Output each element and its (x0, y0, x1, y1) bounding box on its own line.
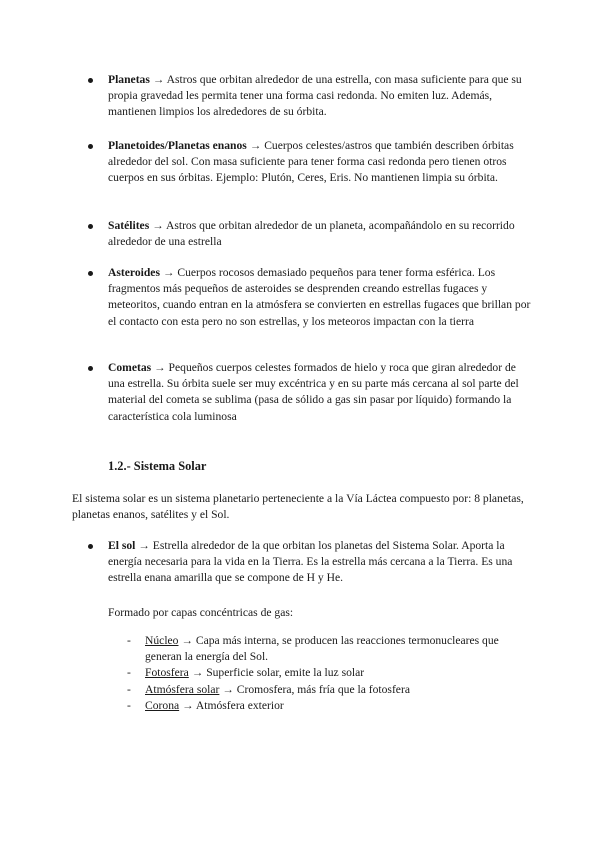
definition-cometas: → Pequeños cuerpos celestes formados de hielo y roca que giran alrededor de una estrella. Su órbita suele ser muy excéntrica y en su parte más cercana al sol parte del material del cometa se sublima (pasa de sólido a gas sin pasar por líquido) formando la característica cola luminosa (108, 361, 519, 423)
layer-item-nucleo (0, 633, 530, 665)
list-item-planetoides (108, 138, 532, 187)
layer-item-fotosfera (0, 665, 530, 681)
definition-asteroides: → Cuerpos rocosos demasiado pequeños para tener forma esférica. Los fragmentos más pequeños de asteroides se desprenden creando estrellas fugaces y meteoritos, cuando entran en la atmósfera se convierten en estrellas fugaces que brillan por el contacto con esta pero no son estrellas, y los meteoros impactan con la tierra (108, 266, 531, 328)
layer-item-atmosfera (0, 682, 530, 698)
term-cometas: Cometas (108, 361, 152, 374)
term-planetas: Planetas (108, 73, 150, 86)
layer-name-nucleo: Núcleo (145, 634, 179, 647)
intro-paragraph: El sistema solar es un sistema planetario perteneciente a la Vía Láctea compuesto por: 8 planetas, planetas enanos, satélites y el Sol. (72, 492, 524, 522)
layers-list (0, 633, 600, 714)
section-heading: 1.2.- Sistema Solar (108, 459, 207, 473)
layer-name-corona: Corona (145, 698, 180, 712)
term-satelites: Satélites (108, 219, 150, 232)
dash-marker: - (127, 634, 131, 647)
list-item-cometas (108, 360, 532, 425)
layer-text-nucleo: → Capa más interna, se producen las reacciones termonucleares que generan la energía del Sol. (145, 634, 499, 664)
term-planetoides: Planetoides/Planetas enanos (108, 139, 247, 152)
list-item-satelites (108, 218, 532, 250)
definition-planetas: → Astros que orbitan alrededor de una estrella, con masa suficiente para que su propia gravedad les permita tener una forma casi redonda. No emiten luz. Además, mantienen limpios los alrededores de su órbita. (108, 73, 522, 119)
layer-name-fotosfera: Fotosfera (145, 666, 189, 680)
term-sol: El sol (108, 539, 136, 552)
definition-sol: → Estrella alrededor de la que orbitan los planetas del Sistema Solar. Aporta la energía necesaria para la vida en la Tierra. Es la estrella más cercana a la Tierra. Es una estrella enana amarilla que se compone de H y He. (108, 539, 513, 585)
dash-marker: - (127, 682, 131, 696)
list-item-asteroides (108, 265, 532, 330)
term-asteroides: Asteroides (108, 266, 160, 279)
layers-intro: Formado por capas concéntricas de gas: (108, 606, 294, 619)
layer-text-fotosfera: → Superficie solar, emite la luz solar (188, 666, 365, 680)
list-item-sol (108, 538, 532, 587)
dash-marker: - (127, 698, 131, 712)
layer-text-atmosfera: → Cromosfera, más fría que la fotosfera (219, 682, 410, 696)
dash-marker: - (127, 666, 131, 680)
layer-name-atmosfera: Atmósfera solar (145, 682, 220, 696)
layer-text-corona: → Atmósfera exterior (179, 698, 284, 712)
definition-planetoides: → Cuerpos celestes/astros que también describen órbitas alrededor del sol. Con masa suficiente para tener forma casi redonda pero tienen otros cuerpos en sus órbitas. Ejemplo: Plutón, Ceres, Eris. No mantienen limpia su órbita. (108, 139, 514, 185)
layer-item-corona (0, 698, 530, 714)
definition-satelites: → Astros que orbitan alrededor de un planeta, acompañándolo en su recorrido alrededor de una estrella (108, 219, 515, 249)
list-item-planetas (108, 72, 532, 121)
